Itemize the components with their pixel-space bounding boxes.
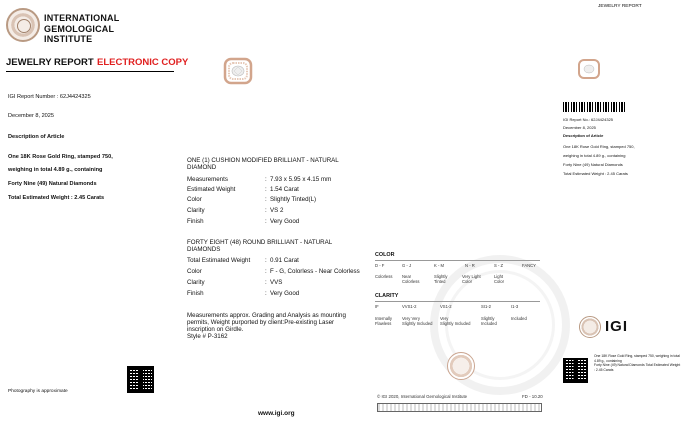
color-name: Very Light [462,274,481,279]
clarity-name: Very [440,316,449,321]
style-number: Style # P-3162 [187,333,228,340]
security-strip [377,403,542,412]
stone2-title-2: DIAMONDS [187,246,221,253]
igi-logo-seal-icon [579,316,601,338]
clarity-name: Flawless [375,321,392,326]
clarity-code: VVS1-2 [402,304,417,309]
stub-line-3: Forty Nine (49) Natural Diamonds [563,162,623,167]
clarity-code: VS1-2 [440,304,452,309]
electronic-copy-label: ELECTRONIC COPY [97,57,189,68]
clarity-name: Slightly Included [402,321,433,326]
stone1-label-color: Color [187,196,202,203]
stub-line-2: weighing in total 4.89 g., containing [563,153,626,158]
stone1-value-finish: Very Good [270,218,300,225]
color-name: Colorless [402,279,420,284]
stub-bottom-1: One 18K Rose Gold Ring, stamped 750, weighing in total [594,354,680,358]
color-code: G - J [402,263,412,268]
clarity-name: Very Very [402,316,420,321]
igi-logo: IGI [605,318,629,335]
stone1-label-measurements: Measurements [187,176,228,183]
clarity-name: Included [511,316,527,321]
color-code: D - F [375,263,385,268]
color-scale-line [375,260,540,261]
stub-bottom-4: : 2.45 Carats [594,367,614,372]
color-code: S - Z [494,263,504,268]
clarity-code: I1-3 [511,304,519,309]
description-line-2: weighing in total 4.89 g., containing [8,167,103,173]
colon: : [265,207,267,214]
stone1-value-weight: 1.54 Carat [270,186,299,193]
qr-code-right [563,358,588,383]
color-name: Slightly [434,274,448,279]
description-line-1: One 18K Rose Gold Ring, stamped 750, [8,154,113,160]
colon: : [265,186,267,193]
stub-bottom-text [594,354,694,372]
color-name: Color [462,279,473,284]
clarity-code: SI1-2 [481,304,492,309]
color-code: N - R [465,263,475,268]
color-name: Near [402,274,412,279]
copyright: © IGI 2020, International Gemological Institute [377,394,468,399]
igi-seal-icon [6,8,40,42]
stone1-value-clarity: VS 2 [270,207,284,214]
qr-code-left [127,366,154,393]
color-code: FANCY [522,263,536,268]
clarity-name: Internally [375,316,392,321]
stone2-value-finish: Very Good [270,290,300,297]
stub-date: December 8, 2025 [563,125,596,130]
stone2-label-finish: Finish [187,290,204,297]
org-line-1: INTERNATIONAL [44,13,120,23]
colon: : [265,196,267,203]
clarity-name: Slightly Included [440,321,471,326]
color-name: Light [494,274,504,279]
report-date: December 8, 2025 [8,113,55,119]
clarity-scale-line [375,301,540,302]
website-link[interactable]: www.igi.org [258,410,295,417]
igi-stamp-icon [447,352,475,380]
description-line-3: Forty Nine (49) Natural Diamonds [8,181,97,187]
comment-line-2: permits, Weight purported by client:Pre-existing Laser [187,319,335,326]
stub-desc-heading: Description of Article [563,133,604,138]
stub-report-number: IGI Report No.: 62J4424325 [563,117,614,122]
ring-photo [222,56,254,86]
form-code: FD - 10.20 [522,394,543,399]
stone2-value-weight: 0.91 Carat [270,257,299,264]
color-code: K - M [434,263,445,268]
colon: : [265,279,267,286]
colon: : [265,290,267,297]
clarity-code: IF [375,304,379,309]
stone1-label-clarity: Clarity [187,207,205,214]
clarity-name: Slightly [481,316,495,321]
color-name: Tinted [434,279,446,284]
org-line-2: GEMOLOGICAL [44,23,115,34]
color-heading: COLOR [375,252,395,258]
colon: : [265,257,267,264]
ring-photo-small [577,58,601,80]
report-number: IGI Report Number : 62J4424325 [8,94,91,100]
stone1-title-2: DIAMOND [187,164,217,171]
photo-note: Photography is approximate [8,389,68,394]
stone1-value-color: Slightly Tinted(L) [270,196,317,203]
color-name: Colorless [375,274,393,279]
stub-title: JEWELRY REPORT [598,4,642,9]
stone2-title-1: FORTY EIGHT (48) ROUND BRILLIANT - NATURAL [187,239,333,246]
stone1-label-weight: Estimated Weight [187,186,236,193]
report-title: JEWELRY REPORT [6,57,94,68]
colon: : [265,176,267,183]
clarity-name: Included [481,321,497,326]
stone1-title-1: ONE (1) CUSHION MODIFIED BRILLIANT - NATURAL [187,157,339,164]
stub-line-1: One 18K Rose Gold Ring, stamped 750, [563,144,635,149]
org-name [44,13,119,45]
stub-bottom-2: 4.89 g., containing [594,358,622,363]
stone2-label-clarity: Clarity [187,279,205,286]
stub-line-4: Total Estimated Weight : 2.45 Carats [563,171,628,176]
org-line-3: INSTITUTE [44,34,93,44]
barcode [563,102,627,112]
description-heading: Description of Article [8,134,65,140]
comment-line-1: Measurements approx. Grading and Analysis as mounting [187,312,346,319]
stone1-value-measurements: 7.93 x 5.95 x 4.15 mm [270,176,332,183]
colon: : [265,218,267,225]
stub-bottom-3: Forty Nine (49) Natural Diamonds Total Estimated Weight [594,363,681,367]
header-divider [6,71,174,72]
comment-line-3: inscription on Girdle. [187,326,244,333]
total-weight: Total Estimated Weight : 2.45 Carats [8,195,105,201]
clarity-heading: CLARITY [375,293,399,299]
stone2-label-color: Color [187,268,202,275]
stone2-value-clarity: VVS [270,279,283,286]
stone2-label-weight: Total Estimated Weight [187,257,251,264]
colon: : [265,268,267,275]
stone2-value-color: F - G, Colorless - Near Colorless [270,268,360,275]
color-name: Color [494,279,505,284]
stone1-label-finish: Finish [187,218,204,225]
